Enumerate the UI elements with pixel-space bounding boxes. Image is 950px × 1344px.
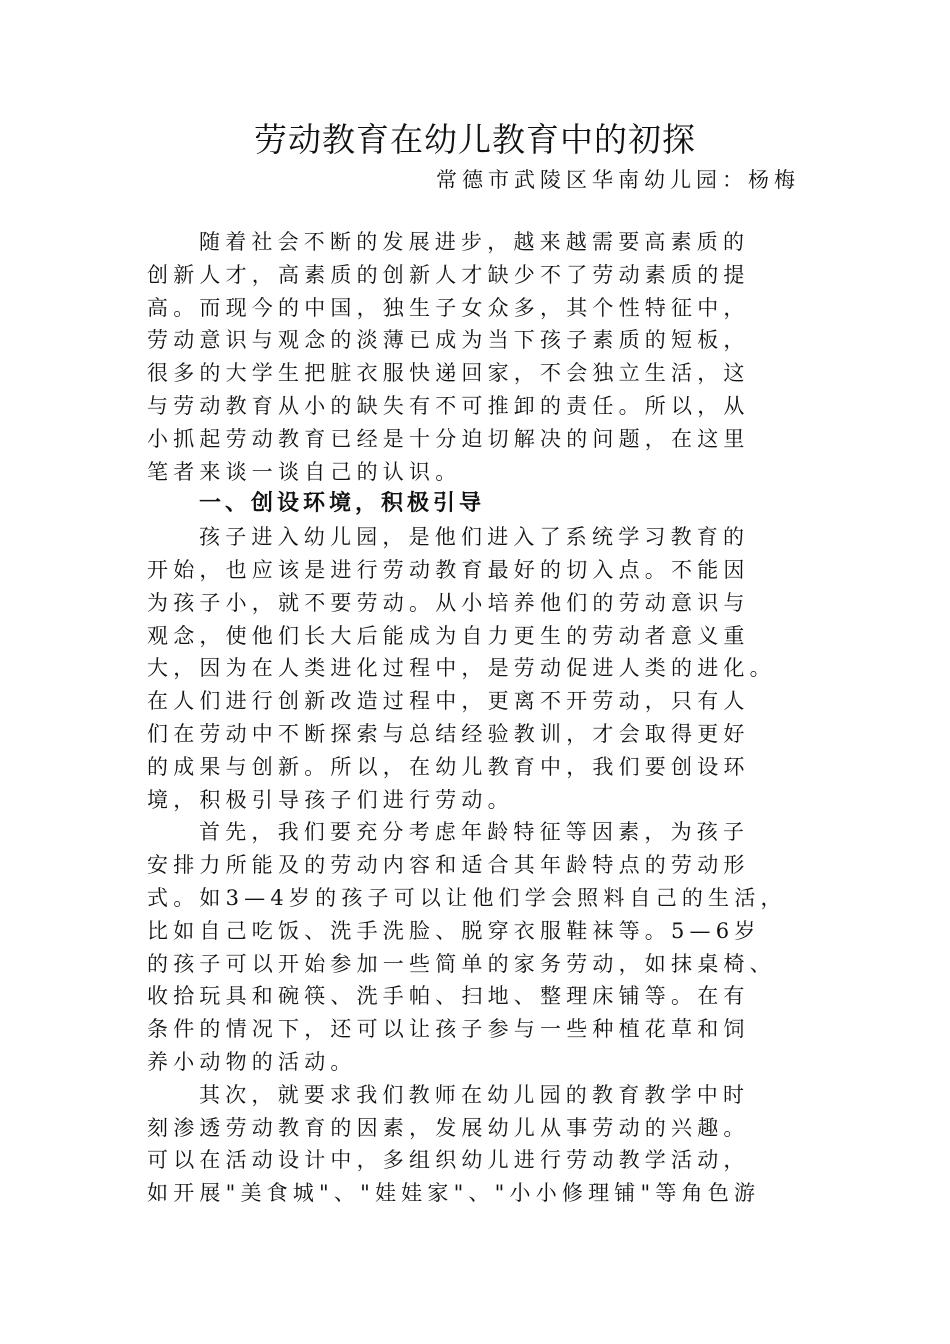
body-text-line: 开始，也应该是进行劳动教育最好的切入点。不能因 — [147, 557, 750, 582]
body-text-line: 条件的情况下，还可以让孩子参与一些种植花草和饲 — [147, 1017, 750, 1042]
body-text-line: 随着社会不断的发展进步，越来越需要高素质的 — [199, 230, 750, 254]
section-heading: 一、创设环境，积极引导 — [199, 491, 486, 517]
body-text-line: 很多的大学生把脏衣服快递回家，不会独立生活，这 — [147, 361, 750, 386]
body-text-line: 大，因为在人类进化过程中，是劳动促进人类的进化。 — [147, 656, 776, 681]
body-text-line: 首先，我们要充分考虑年龄特征等因素，为孩子 — [199, 820, 750, 845]
body-text-line: 式。如3—4岁的孩子可以让他们学会照料自己的生活， — [147, 885, 787, 910]
body-text-line: 劳动意识与观念的淡薄已成为当下孩子素质的短板， — [147, 328, 750, 353]
body-text-line: 与劳动教育从小的缺失有不可推卸的责任。所以，从 — [147, 393, 750, 418]
body-text-line: 小抓起劳动教育已经是十分迫切解决的问题，在这里 — [147, 426, 750, 451]
body-text-line: 养小动物的活动。 — [147, 1049, 357, 1074]
body-text-line: 的孩子可以开始参加一些简单的家务劳动，如抹桌椅、 — [147, 951, 776, 976]
body-text-line: 境，积极引导孩子们进行劳动。 — [147, 787, 514, 812]
body-text-line: 可以在活动设计中，多组织幼儿进行劳动教学活动， — [147, 1148, 750, 1173]
body-text-line: 其次，就要求我们教师在幼儿园的教育教学中时 — [199, 1082, 750, 1107]
author-line: 常德市武陵区华南幼儿园：杨梅 — [436, 168, 800, 192]
document-body — [147, 226, 807, 1210]
body-text-line: 比如自己吃饭、洗手洗脸、脱穿衣服鞋袜等。5—6岁 — [147, 918, 761, 943]
body-text-line: 孩子进入幼儿园，是他们进入了系统学习教育的 — [199, 525, 750, 550]
body-text-line: 刻渗透劳动教育的因素，发展幼儿从事劳动的兴趣。 — [147, 1115, 750, 1140]
body-text-line: 们在劳动中不断探索与总结经验教训，才会取得更好 — [147, 721, 750, 746]
body-text-line: 创新人才，高素质的创新人才缺少不了劳动素质的提 — [147, 262, 750, 287]
body-text-line: 的成果与创新。所以，在幼儿教育中，我们要创设环 — [147, 754, 750, 779]
body-text-line: 如开展"美食城"、"娃娃家"、"小小修理铺"等角色游 — [147, 1181, 761, 1206]
body-text-line: 观念，使他们长大后能成为自力更生的劳动者意义重 — [147, 623, 750, 648]
body-text-line: 笔者来谈一谈自己的认识。 — [147, 459, 462, 484]
body-text-line: 在人们进行创新改造过程中，更离不开劳动，只有人 — [147, 689, 750, 714]
body-text-line: 高。而现今的中国，独生子女众多，其个性特征中， — [147, 295, 750, 320]
body-text-line: 收拾玩具和碗筷、洗手帕、扫地、整理床铺等。在有 — [147, 984, 750, 1009]
body-text-line: 安排力所能及的劳动内容和适合其年龄特点的劳动形 — [147, 853, 750, 878]
body-text-line: 为孩子小，就不要劳动。从小培养他们的劳动意识与 — [147, 590, 750, 615]
document-title: 劳动教育在幼儿教育中的初探 — [254, 120, 696, 159]
